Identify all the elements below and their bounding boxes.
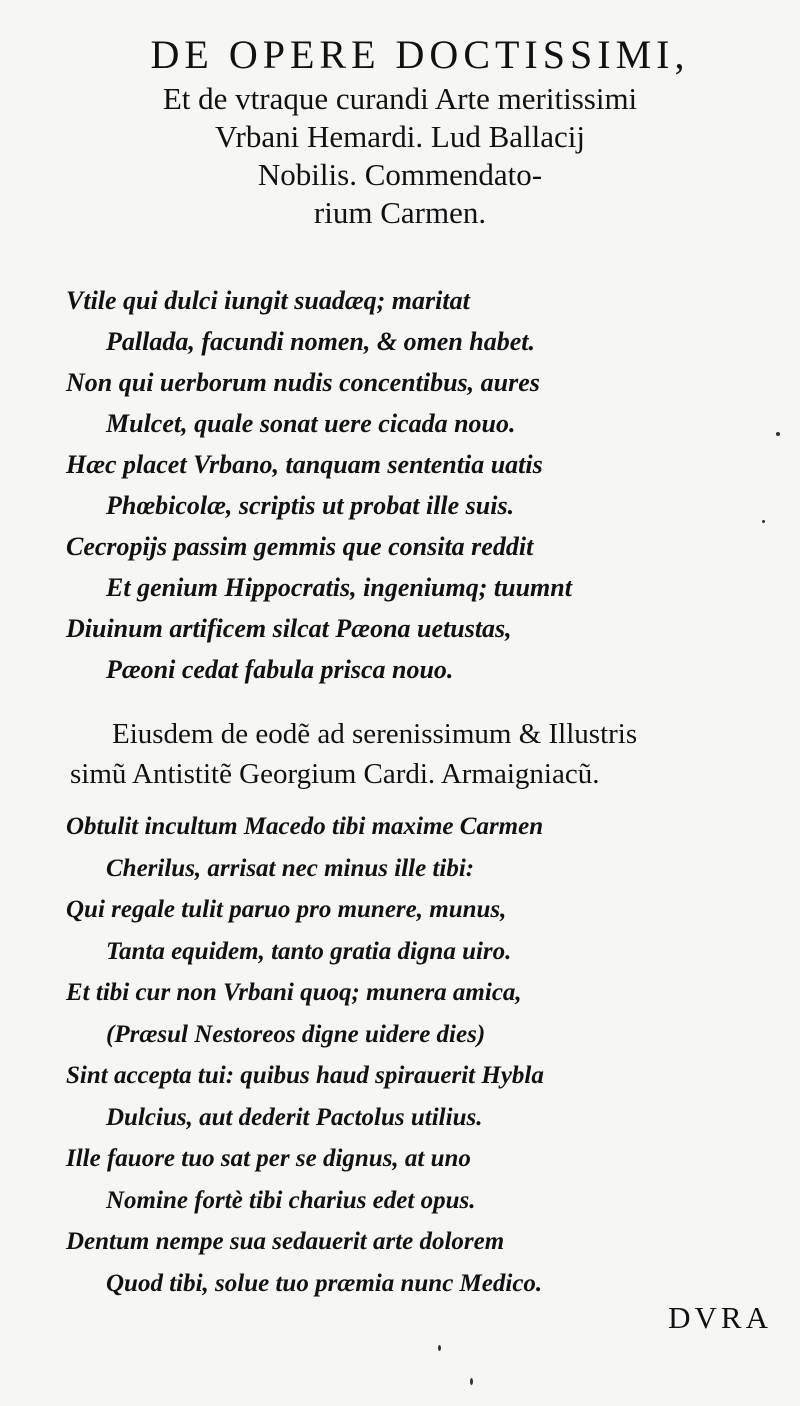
verse-line: Sint accepta tui: quibus haud spirauerit Hybla (66, 1062, 544, 1089)
title-line-5: rium Carmen. (313, 195, 487, 230)
ink-speck (470, 1378, 473, 1385)
verse-line: Non qui uerborum nudis concentibus, aures (66, 368, 540, 397)
verse-line: Dulcius, aut dederit Pactolus utilius. (106, 1103, 483, 1131)
poem-dedicatory (66, 806, 786, 1304)
verse-line: Pallada, facundi nomen, & omen habet. (106, 327, 536, 356)
title-line-3: Vrbani Hemardi. Lud Ballacij (214, 119, 586, 154)
verse-line: Obtulit incultum Macedo tibi maxime Carmen (66, 813, 544, 840)
verse-line: Hæc placet Vrbano, tanquam sententia uatis (66, 450, 543, 479)
verse-line: Pæoni cedat fabula prisca nouo. (106, 655, 454, 684)
verse-line: Vtile qui dulci iungit suadæq; maritat (66, 286, 470, 315)
verse-line: Phœbicolæ, scriptis ut probat ille suis. (106, 491, 515, 520)
title-line-2: Et de vtraque curandi Arte meritissimi (162, 81, 638, 116)
section-heading-line-2: simũ Antistitẽ Georgium Cardi. Armaigniacũ. (70, 758, 600, 790)
section-heading-line-1: Eiusdem de eodẽ ad serenissimum & Illustris (112, 718, 638, 750)
verse-line: Quod tibi, solue tuo præmia nunc Medico. (106, 1269, 543, 1297)
poem-commendatory (66, 280, 786, 690)
ink-speck (762, 520, 765, 523)
section-heading (70, 714, 790, 794)
verse-line: Qui regale tulit paruo pro munere, munus, (66, 896, 507, 923)
verse-line: (Præsul Nestoreos digne uidere dies) (106, 1020, 486, 1048)
verse-line: Nomine fortè tibi charius edet opus. (106, 1186, 476, 1214)
ink-speck (776, 432, 780, 436)
title-line-4: Nobilis. Commendato- (257, 157, 543, 192)
verse-line: Dentum nempe sua sedauerit arte dolorem (66, 1228, 505, 1255)
verse-line: Diuinum artificem silcat Pæona uetustas, (66, 614, 512, 643)
verse-line: Et genium Hippocratis, ingeniumq; tuumnt (106, 573, 572, 602)
verse-line: Cherilus, arrisat nec minus ille tibi: (106, 854, 475, 882)
page-title: DE OPERE DOCTISSIMI, (150, 32, 690, 77)
verse-line: Ille fauore tuo sat per se dignus, at uno (66, 1145, 471, 1172)
verse-line: Cecropijs passim gemmis que consita reddit (66, 532, 534, 561)
title-block (0, 30, 800, 232)
ink-speck (438, 1345, 441, 1351)
verse-line: Tanta equidem, tanto gratia digna uiro. (106, 937, 512, 965)
verse-line: Mulcet, quale sonat uere cicada nouo. (106, 409, 516, 438)
catchword: DVRA (668, 1300, 772, 1335)
verse-line: Et tibi cur non Vrbani quoq; munera amica, (66, 979, 522, 1006)
